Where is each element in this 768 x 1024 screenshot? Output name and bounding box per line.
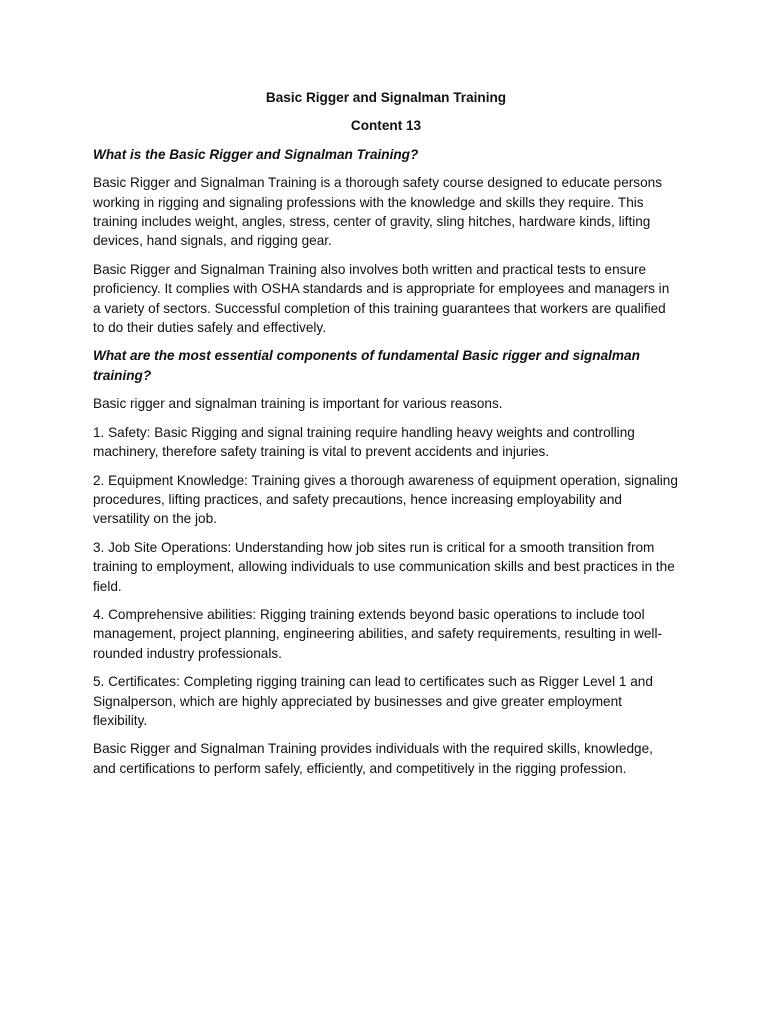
paragraph-importance: Basic rigger and signalman training is important for various reasons. — [93, 396, 503, 412]
section-question-2: What are the most essential components of fundamental Basic rigger and signalman training? — [93, 348, 640, 383]
paragraph-conclusion: Basic Rigger and Signalman Training provides individuals with the required skills, knowledge, and certifications to perform safely, efficiently, and competitively in the rigging profession. — [93, 741, 653, 776]
paragraph-intro: Basic Rigger and Signalman Training is a thorough safety course designed to educate persons working in rigging and signaling professions with the knowledge and skills they require. This training includes weight, angles, stress, center of gravity, sling hitches, hardware kinds, lifting devices, hand signals, and rigging gear. — [93, 175, 663, 249]
document-subtitle: Content 13 — [350, 118, 422, 134]
list-item-certificates: 5. Certificates: Completing rigging training can lead to certificates such as Rigger Level 1 and Signalperson, which are highly appreciated by businesses and give greater employment flexibility. — [93, 674, 653, 728]
list-item-comprehensive-abilities: 4. Comprehensive abilities: Rigging training extends beyond basic operations to include tool management, project planning, engineering abilities, and safety requirements, resulting in well-rounded industry professionals. — [93, 606, 662, 661]
paragraph-tests: Basic Rigger and Signalman Training also involves both written and practical tests to ensure proficiency. It complies with OSHA standards and is appropriate for employees and managers in a variety of sectors. Successful completion of this training guarantees that workers are qualified to do their duties safely and effectively. — [93, 261, 670, 336]
list-item-job-site-operations: 3. Job Site Operations: Understanding how job sites run is critical for a smooth transition from training to employment, allowing individuals to use communication skills and best practices in the field. — [93, 539, 675, 594]
document-page — [93, 88, 679, 787]
document-title: Basic Rigger and Signalman Training — [265, 90, 507, 105]
list-item-safety: 1. Safety: Basic Rigging and signal training require handling heavy weights and controlling machinery, therefore safety training is vital to prevent accidents and injuries. — [93, 424, 635, 460]
list-item-equipment-knowledge: 2. Equipment Knowledge: Training gives a thorough awareness of equipment operation, signaling procedures, lifting practices, and safety precautions, hence increasing employability and versatility on the job. — [93, 472, 678, 527]
section-question-1: What is the Basic Rigger and Signalman Training? — [93, 146, 419, 162]
